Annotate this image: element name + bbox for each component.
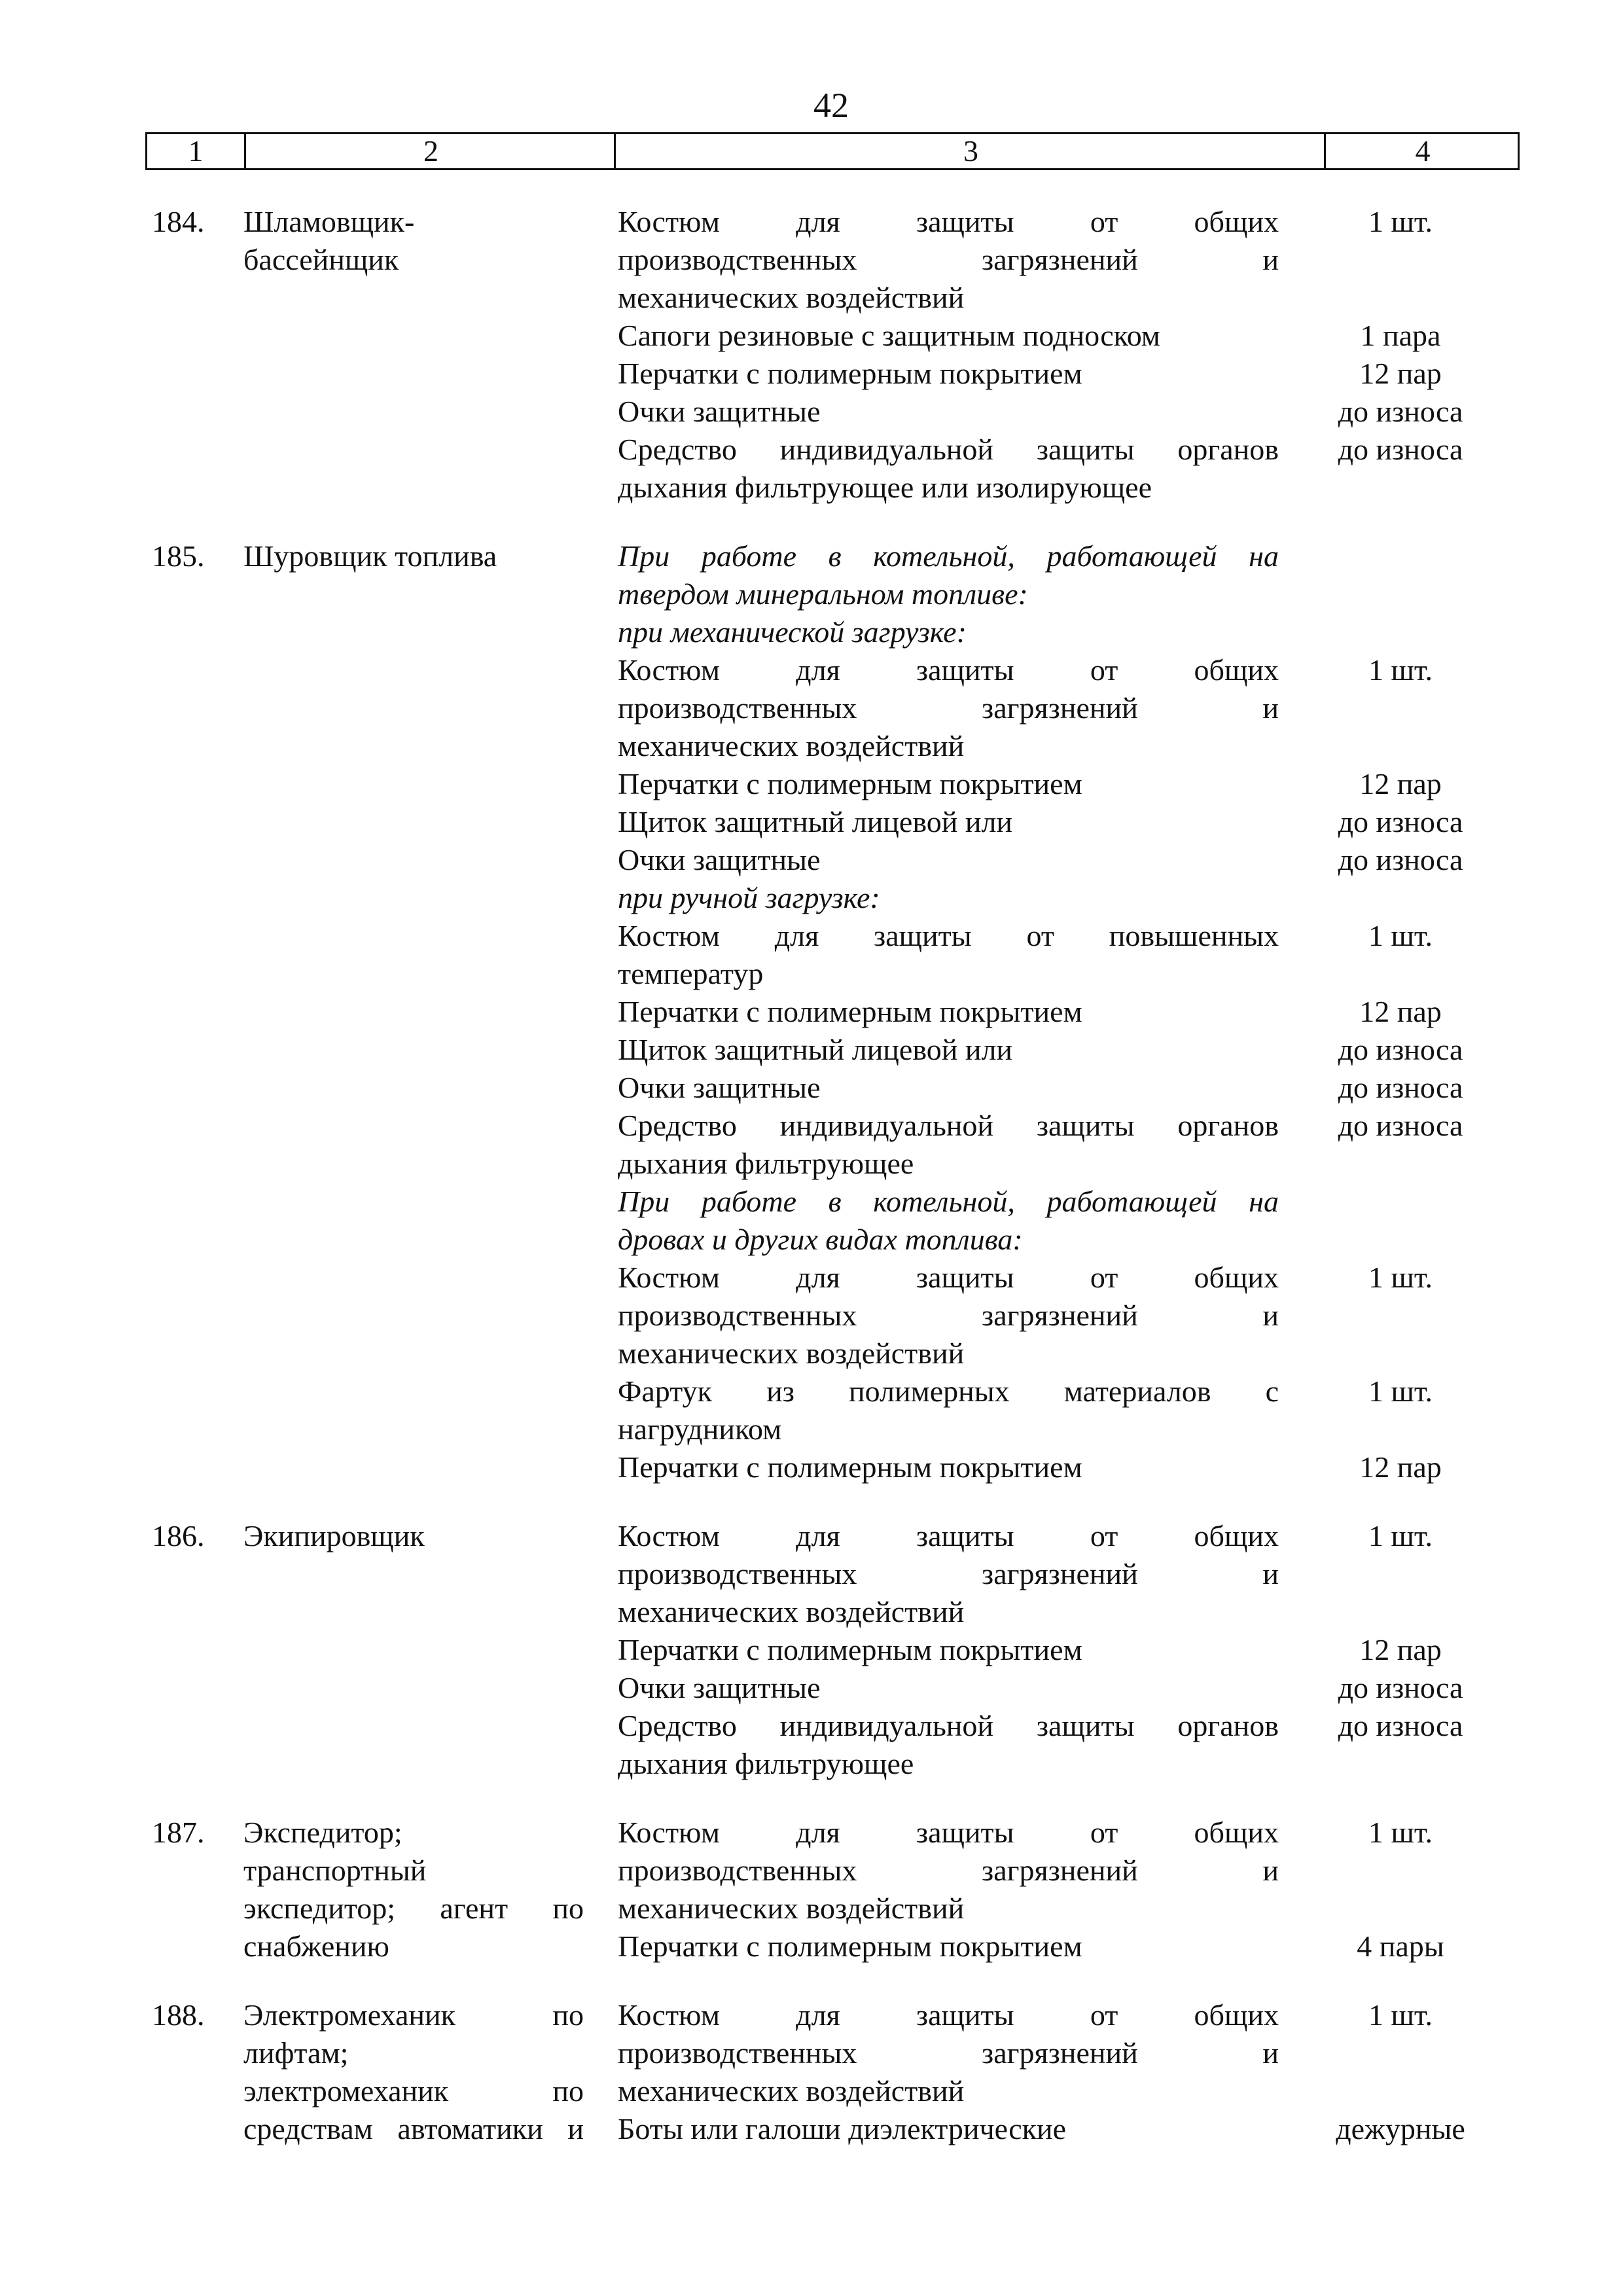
description-line: Очки защитные (618, 843, 821, 876)
description-line: производственных загрязнений и (618, 2036, 1279, 2070)
header-col-2: 2 (244, 134, 616, 168)
condition-note (618, 537, 1279, 613)
description-line: Сапоги резиновые с защитным подноском (618, 319, 1160, 352)
description-line: Костюм для защиты от повышенных (618, 919, 1279, 952)
ppe-item (618, 1069, 1463, 1107)
ppe-quantity: до износа (1338, 843, 1463, 876)
ppe-item (618, 1707, 1463, 1783)
ppe-item (618, 1031, 1463, 1069)
ppe-quantity: до износа (1338, 1071, 1463, 1104)
ppe-description (618, 993, 1279, 1031)
ppe-item (618, 537, 1279, 613)
description-line: при механической загрузке: (618, 615, 967, 649)
ppe-item (618, 765, 1442, 803)
ppe-description (618, 317, 1279, 355)
ppe-description (618, 203, 1279, 317)
header-col-3: 3 (614, 134, 1326, 168)
ppe-description (618, 1448, 1279, 1486)
description-line: Очки защитные (618, 1071, 821, 1104)
ppe-item (618, 841, 1463, 879)
ppe-item (618, 1814, 1433, 1928)
occupation (243, 1996, 584, 2148)
ppe-description (618, 1814, 1279, 1928)
ppe-description (618, 1928, 1279, 1965)
table-row (0, 1996, 1623, 2148)
description-line: Костюм для защиты от общих (618, 1519, 1279, 1552)
ppe-quantity: дежурные (1336, 2112, 1465, 2145)
condition-note (618, 1183, 1279, 1259)
description-line: дыхания фильтрующее (618, 1147, 914, 1180)
table-body (0, 203, 1623, 2179)
description-line: дыхания фильтрующее или изолирующее (618, 471, 1152, 504)
ppe-item (618, 1669, 1463, 1707)
occupation-line: Электромеханик по (243, 1998, 584, 2032)
ppe-quantity: 1 шт. (1368, 1261, 1433, 1294)
description-line: производственных загрязнений и (618, 1557, 1279, 1590)
occupation-line: Шламовщик- (243, 205, 415, 238)
ppe-quantity: 4 пары (1357, 1929, 1444, 1963)
ppe-quantity: 1 шт. (1368, 1998, 1433, 2032)
description-line: Перчатки с полимерным покрытием (618, 1633, 1082, 1666)
description-line: Перчатки с полимерным покрытием (618, 1450, 1082, 1484)
description-line: Костюм для защиты от общих (618, 1261, 1279, 1294)
description-line: механических воздействий (618, 729, 965, 762)
description-line: механических воздействий (618, 2074, 965, 2108)
description-line: Костюм для защиты от общих (618, 1998, 1279, 2032)
occupation-line: Шуровщик топлива (243, 539, 497, 573)
ppe-description (618, 1996, 1279, 2110)
ppe-item (618, 613, 1279, 651)
description-line: механических воздействий (618, 281, 965, 314)
description-line: дровах и других видах топлива: (618, 1223, 1023, 1256)
ppe-description (618, 803, 1279, 841)
description-line: механических воздействий (618, 1892, 965, 1925)
ppe-item (618, 1107, 1463, 1183)
occupation-line: бассейнщик (243, 243, 399, 276)
occupation (243, 1814, 584, 1965)
row-number: 188. (152, 1998, 205, 2032)
ppe-description (618, 1031, 1279, 1069)
ppe-item (618, 1928, 1444, 1965)
ppe-description (618, 765, 1279, 803)
description-line: твердом минеральном топливе: (618, 577, 1028, 611)
description-line: При работе в котельной, работающей на (618, 1185, 1279, 1218)
row-number: 184. (152, 205, 205, 238)
header-col-1: 1 (188, 134, 204, 168)
description-line: Перчатки с полимерным покрытием (618, 995, 1082, 1028)
table-header (145, 132, 1520, 170)
description-line: производственных загрязнений и (618, 243, 1279, 276)
ppe-item (618, 1517, 1433, 1631)
ppe-item (618, 355, 1442, 393)
ppe-description (618, 1707, 1279, 1783)
ppe-description (618, 1107, 1279, 1183)
description-line: нагрудником (618, 1412, 782, 1446)
ppe-quantity: до износа (1338, 1109, 1463, 1142)
description-line: Перчатки с полимерным покрытием (618, 1929, 1082, 1963)
ppe-quantity: 1 шт. (1368, 653, 1433, 687)
occupation-line: Экспедитор; (243, 1816, 402, 1849)
description-line: производственных загрязнений и (618, 691, 1279, 725)
occupation-line: электромеханик по (243, 2074, 584, 2108)
occupation-line: средствам автоматики и (243, 2112, 584, 2145)
ppe-quantity: до износа (1338, 395, 1463, 428)
occupation (243, 537, 584, 575)
description-line: температур (618, 957, 764, 990)
row-number: 187. (152, 1816, 205, 1849)
ppe-item (618, 1631, 1442, 1669)
ppe-quantity: 1 пара (1360, 319, 1441, 352)
description-line: Костюм для защиты от общих (618, 653, 1279, 687)
description-line: Очки защитные (618, 395, 821, 428)
description-line: Очки защитные (618, 1671, 821, 1704)
ppe-description (618, 1517, 1279, 1631)
ppe-quantity: 12 пар (1359, 1450, 1442, 1484)
ppe-item (618, 1183, 1279, 1259)
table-row (0, 203, 1623, 507)
ppe-item (618, 1996, 1433, 2110)
ppe-quantity: 12 пар (1359, 995, 1442, 1028)
description-line: Костюм для защиты от общих (618, 205, 1279, 238)
ppe-item (618, 1448, 1442, 1486)
description-line: Средство индивидуальной защиты органов (618, 1709, 1279, 1742)
ppe-quantity: до износа (1338, 1671, 1463, 1704)
ppe-description (618, 1669, 1279, 1707)
occupation-line: транспортный (243, 1854, 427, 1887)
ppe-description (618, 355, 1279, 393)
ppe-quantity: 1 шт. (1368, 919, 1433, 952)
description-line: производственных загрязнений и (618, 1299, 1279, 1332)
description-line: Щиток защитный лицевой или (618, 805, 1013, 838)
condition-note (618, 613, 1279, 651)
ppe-quantity: 1 шт. (1368, 1816, 1433, 1849)
table-row (0, 1814, 1623, 1965)
description-line: механических воздействий (618, 1336, 965, 1370)
description-line: Перчатки с полимерным покрытием (618, 357, 1082, 390)
occupation-line: лифтам; (243, 2036, 349, 2070)
ppe-description (618, 1259, 1279, 1372)
row-number: 186. (152, 1519, 205, 1552)
condition-note (618, 879, 1279, 917)
description-line: Боты или галоши диэлектрические (618, 2112, 1067, 2145)
description-line: механических воздействий (618, 1595, 965, 1628)
description-line: при ручной загрузке: (618, 881, 880, 914)
table-row (0, 1517, 1623, 1783)
ppe-item (618, 317, 1441, 355)
ppe-item (618, 803, 1463, 841)
ppe-description (618, 917, 1279, 993)
description-line: Средство индивидуальной защиты органов (618, 1109, 1279, 1142)
ppe-quantity: 12 пар (1359, 357, 1442, 390)
ppe-item (618, 917, 1433, 993)
row-number: 185. (152, 539, 205, 573)
ppe-item (618, 1259, 1433, 1372)
ppe-item (618, 651, 1433, 765)
page-number: 42 (813, 86, 849, 125)
ppe-quantity: 12 пар (1359, 767, 1442, 800)
description-line: Фартук из полимерных материалов с (618, 1374, 1279, 1408)
ppe-description (618, 1631, 1279, 1669)
occupation-line: Экипировщик (243, 1519, 425, 1552)
ppe-quantity: до износа (1338, 1033, 1463, 1066)
occupation (243, 1517, 584, 1555)
ppe-description (618, 1069, 1279, 1107)
ppe-description (618, 651, 1279, 765)
description-line: При работе в котельной, работающей на (618, 539, 1279, 573)
ppe-quantity: 1 шт. (1368, 205, 1433, 238)
ppe-description (618, 1372, 1279, 1448)
ppe-description (618, 393, 1279, 431)
description-line: производственных загрязнений и (618, 1854, 1279, 1887)
description-line: дыхания фильтрующее (618, 1747, 914, 1780)
description-line: Средство индивидуальной защиты органов (618, 433, 1279, 466)
ppe-item (618, 2110, 1465, 2148)
ppe-item (618, 203, 1433, 317)
occupation-line: снабжению (243, 1929, 389, 1963)
ppe-quantity: до износа (1338, 1709, 1463, 1742)
description-line: Костюм для защиты от общих (618, 1816, 1279, 1849)
ppe-quantity: 12 пар (1359, 1633, 1442, 1666)
table-row (0, 537, 1623, 1486)
ppe-quantity: 1 шт. (1368, 1519, 1433, 1552)
description-line: Перчатки с полимерным покрытием (618, 767, 1082, 800)
ppe-quantity: 1 шт. (1368, 1374, 1433, 1408)
ppe-item (618, 393, 1463, 431)
description-line: Щиток защитный лицевой или (618, 1033, 1013, 1066)
ppe-quantity: до износа (1338, 805, 1463, 838)
ppe-description (618, 2110, 1279, 2148)
ppe-item (618, 1372, 1433, 1448)
ppe-description (618, 841, 1279, 879)
ppe-quantity: до износа (1338, 433, 1463, 466)
ppe-item (618, 431, 1463, 507)
ppe-item (618, 879, 1279, 917)
ppe-item (618, 993, 1442, 1031)
occupation (243, 203, 584, 279)
occupation-line: экспедитор; агент по (243, 1892, 584, 1925)
header-col-4: 4 (1324, 134, 1520, 168)
ppe-description (618, 431, 1279, 507)
